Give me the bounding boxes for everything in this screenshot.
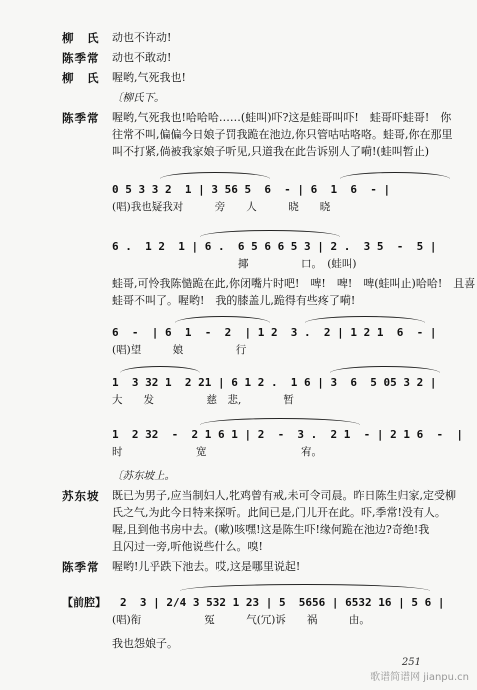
tune-name: 【前腔】: [62, 596, 106, 609]
stage-direction: 〔苏东坡上。: [112, 470, 175, 482]
slur: [175, 316, 270, 323]
speaker-name: 苏东坡: [62, 489, 100, 503]
dialogue-line: [0, 276, 477, 294]
watermark: 歌谱简谱网 jianpu.cn: [370, 672, 469, 683]
slur: [340, 172, 450, 179]
slur: [180, 584, 430, 591]
lyrics: 大 发 慈 悲, 暂: [112, 394, 294, 406]
dialogue-line: [0, 636, 477, 654]
speaker-name: 陈季常: [62, 111, 100, 125]
stage-direction: 〔柳氏下。: [112, 92, 165, 104]
dialogue-text: 蛙哥,可怜我陈慥跪在此,你闭嘴片时吧! 啤! 啤! 啤(蛙叫止)哈哈! 且喜: [112, 277, 476, 290]
dialogue-line: [0, 488, 477, 506]
dialogue-text: 喔哟,气死我也!: [112, 71, 186, 84]
jianpu-notes: 6 . 1 2 1 | 6 . 6 5 6 6 5 3 | 2 . 3 5 - 5 |: [112, 240, 437, 253]
lyrics: (唱)望 娘 行: [112, 344, 247, 356]
dialogue-text: 动也不许动!: [112, 31, 172, 44]
dialogue-text: 叫不打紧,倘被我家娘子听见,只道我在此告诉别人了嗬!(蛙叫暂止): [112, 145, 429, 158]
dialogue-text: 蛙哥不叫了。喔哟! 我的膝盖儿,跪得有些疼了嗬!: [112, 294, 356, 307]
dialogue-text: 喔哟,气死我也!哈哈哈……(蛙叫)吓?这是蛙哥叫吓! 蛙哥吓蛙哥! 你: [112, 111, 452, 124]
dialogue-text: 氏之气,为此今日特来探听。此间已是,门儿开在此。吓,季常!没有人。: [112, 506, 446, 519]
lyrics: (唱)我也疑我对 旁 人 晓 晓: [112, 201, 331, 213]
dialogue-text: 且闪过一旁,听他说些什么。嗅!: [112, 540, 263, 553]
dialogue-text: 喔,且到他书房中去。(嗽)咳嘿!这是陈生吓!缘何跪在池边?奇绝!我: [112, 523, 430, 536]
page-number: 251: [401, 657, 421, 668]
speaker-name: 陈季常: [62, 51, 100, 65]
dialogue-line: [0, 144, 477, 162]
jianpu-notes: 1 2 32 - 2 1 6 1 | 2 - 3 . 2 1 - | 2 1 6 - |: [112, 428, 463, 441]
dialogue-text: 动也不敢动!: [112, 51, 172, 64]
dialogue-line: [0, 50, 477, 68]
jianpu-notes: 0 5 3 3 2 1 | 3 56 5 6 - | 6 1 6 - |: [112, 183, 391, 196]
lyrics: 时 宽 宥。: [112, 446, 322, 458]
jianpu-notes: 1 3 32 1 2 21 | 6 1 2 . 1 6 | 3 6 5 05 3 2 |: [112, 376, 437, 389]
dialogue-line: [0, 539, 477, 557]
speaker-name: 柳 氏: [62, 31, 100, 45]
lyrics: 揶 口。 (蛙叫): [112, 258, 357, 270]
dialogue-line: [0, 293, 477, 311]
slur: [200, 418, 360, 425]
dialogue-line: [0, 505, 477, 523]
jianpu-notes: 6 - | 6 1 - 2 | 1 2 3 . 2 | 1 2 1 6 - |: [112, 326, 437, 339]
dialogue-line: [0, 70, 477, 88]
dialogue-line: [0, 30, 477, 48]
dialogue-line: [0, 127, 477, 145]
dialogue-text: 往常不叫,偏偏今日娘子罚我跪在池边,你只管咕咕咯咯。蛙哥,你在那里: [112, 128, 453, 141]
dialogue-text: 喔哟!儿乎跌下池去。哎,这是哪里说起!: [112, 560, 301, 573]
slur: [330, 366, 440, 373]
slur: [200, 230, 340, 237]
slur: [160, 172, 270, 179]
dialogue-text: 我也怨娘子。: [112, 637, 178, 650]
slur: [120, 366, 200, 373]
slur: [305, 316, 425, 323]
lyrics: (唱)衔 冤 气(冗)诉 祸 由。: [112, 614, 370, 626]
dialogue-line: [0, 559, 477, 577]
speaker-name: 陈季常: [62, 560, 100, 574]
dialogue-line: [0, 522, 477, 540]
dialogue-text: 既已为男子,应当制妇人,牝鸡曾有戒,未可令司晨。昨日陈生归家,定受柳: [112, 489, 456, 502]
speaker-name: 柳 氏: [62, 71, 100, 85]
dialogue-line: [0, 110, 477, 128]
jianpu-notes: 2 3 | 2/4 3 532 1 23 | 5 5656 | 6532 16 | 5 6 |: [120, 596, 445, 609]
